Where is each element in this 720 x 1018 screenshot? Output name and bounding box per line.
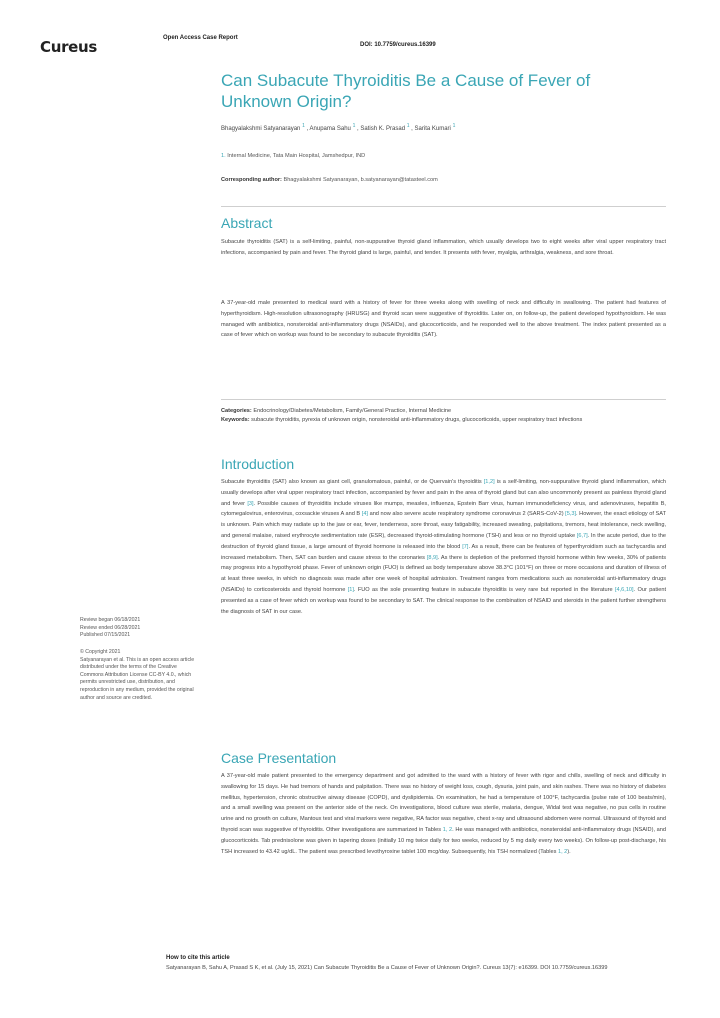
table-link[interactable]: 1, 2 bbox=[557, 848, 568, 855]
case-paragraph: A 37-year-old male patient presented to the emergency department and got admitted to the ward with a history of fever with rigor and chills, swelling of neck and difficulty in swallowing for 15 days. He had tremors of hands and palpitation. There was no history of weight loss, cough, dysuria, joint pain, and skin rashes. There was no history of diabetes mellitus, hypertension, chronic obstructive airway disease (COPD), and dyslipidemia. On examination, he had a temperature of 100°F, tachycardia (pulse rate of 100 beats/min), and a small swelling was present on the anterior side of the neck. On investigations, blood culture was sterile, malaria, dengue, Widal test was negative, no pus cells in routine urine and no growth on culture, Mantoux test and viral markers were negative, RA factor was negative, chest x-ray and ultrasound abdomen were normal. Ultrasound of thyroid and thyroid scan was suggestive of thyroiditis. Other investigations are summarized in Tables 1, 2. He was managed with antibiotics, nonsteroidal anti-inflammatory drugs (NSAID), and glucocorticoids. Tab prednisolone was given in tapering doses (initially 10 mg twice daily for two weeks, reduced by 5 mg daily every two weeks). On follow-up post-discharge, his TSH increased to 43.42 ug/dL. The patient was prescribed levothyroxine tablet 100 mcg/day. Subsequently, his TSH normalized (Tables 1, 2). bbox=[221, 773, 666, 855]
reference-link[interactable]: [4] bbox=[361, 511, 368, 518]
keywords: Keywords: subacute thyroiditis, pyrexia of unknown origin, nonsteroidal anti-inflammatory drugs, glucocorticoids, upper respiratory tract infections bbox=[221, 417, 583, 423]
reference-link[interactable]: [1,2] bbox=[483, 479, 495, 485]
abstract-heading: Abstract bbox=[221, 215, 273, 231]
article-title: Can Subacute Thyroiditis Be a Cause of Fever of Unknown Origin? bbox=[221, 71, 591, 111]
article-type: Open Access Case Report bbox=[163, 35, 238, 41]
case-presentation-heading: Case Presentation bbox=[221, 750, 337, 766]
reference-link[interactable]: [5,3] bbox=[565, 511, 577, 518]
introduction-heading: Introduction bbox=[221, 456, 295, 472]
reference-link[interactable]: [8,9] bbox=[426, 554, 438, 561]
citation-text: Satyanarayan B, Sahu A, Prasad S K, et al. (July 15, 2021) Can Subacute Thyroiditis Be a Cause of Fever of Unknown Origin?. Cureus 13(7): e16399. DOI 10.7759/cureus.16399 bbox=[166, 965, 608, 971]
citation-heading: How to cite this article bbox=[166, 955, 230, 961]
divider bbox=[221, 399, 666, 400]
reference-link[interactable]: [3] bbox=[247, 500, 254, 507]
author-name[interactable]: Satish K. Prasad bbox=[360, 126, 406, 132]
copyright-notice: © Copyright 2021 Satyanarayan et al. This is an open access article distributed under the terms of the Creative Commons Attribution License CC-BY 4.0., which permits unrestricted use, distribution, and reproduction in any medium, provided the original author and source are credited. bbox=[80, 649, 195, 701]
author-list: Bhagyalakshmi Satyanarayan $^1$ , Anupama Sahu $^1$ , Satish K. Prasad $^1$ , Sarita Kumari $^1$ bbox=[221, 123, 456, 132]
doi-label: DOI: 10.7759/cureus.16399 bbox=[360, 42, 436, 48]
cureus-logo: Cureus bbox=[40, 38, 98, 56]
corresponding-author: Corresponding author: Bhagyalakshmi Satyanarayan, b.satyanarayan@tatasteel.com bbox=[221, 177, 438, 183]
author-name[interactable]: Anupama Sahu bbox=[309, 126, 351, 132]
author-name[interactable]: Sarita Kumari bbox=[414, 126, 451, 132]
reference-link[interactable]: [1] bbox=[347, 586, 354, 593]
introduction-paragraph: Subacute thyroiditis (SAT) also known as giant cell, granulomatous, painful, or de Quervain's thyroiditis [1,2] is a self-limiting, non-suppurative thyroid gland inflammation, which usually develops after viral upper respiratory tract infection, accompanied by fever and pain in the area of thyroid gland but can also uncommonly present as painless thyroid gland and fever [3]. Possible causes of thyroiditis include viruses like mumps, measles, influenza, Epstein Barr virus, human immunodeficiency virus, and adenoviruses, hepatitis B, cytomegalovirus, enterovirus, coxsackie viruses A and B [4] and now also severe acute respiratory syndrome coronavirus 2 (SARS-CoV-2) [5,3]. However, the exact etiology of SAT is unknown. Pain which may radiate up to the jaw or ear, fever, tenderness, sore throat, easy fatigability, increased sweating, palpitations, tremors, heat intolerance, neck swelling, and general malaise, raised erythrocyte sedimentation rate (ESR), decreased thyroid-stimulating hormone (TSH) and less or no thyroid uptake [6,7]. In the acute period, due to the destruction of thyroid gland tissue, a large amount of thyroid hormone is released into the blood [7]. As a result, there can be features of hyperthyroidism such as tachycardia and increased metabolism. Then, SAT can burden and cause stress to the coronaries [8,9]. As there is depletion of the preformed thyroid hormone within few weeks, 30% of patients may progress into a hypothyroid phase. Fever of unknown origin (FUO) is defined as body temperature above 38.3°C (101°F) on three or more occasions and duration of illness of at least three weeks, in which no diagnosis was made after one week of hospital admission. Treatment ranges from medications such as nonsteroidal anti-inflammatory drugs (NSAIDs) to corticosteroids and thyroid hormone [1]. FUO as the sole presenting feature in subacute thyroiditis is very rare but reported in the literature [4,6,10]. Our patient presented as a case of fever which on workup was found to be secondary to SAT. The clinical response to the combination of NSAID and steroids in the patient further strengthens the diagnosis of SAT in our case. bbox=[221, 479, 667, 615]
review-dates: Review began 06/18/2021 Review ended 06/28/2021 Published 07/15/2021 bbox=[80, 617, 141, 639]
reference-link[interactable]: [7] bbox=[462, 543, 469, 550]
affiliation: 1. Internal Medicine, Tata Main Hospital, Jamshedpur, IND bbox=[221, 153, 366, 159]
abstract-paragraph: A 37-year-old male presented to medical ward with a history of fever for three weeks along with swelling of neck and difficulty in swallowing. The patient had features of hyperthyroidism. High-resolution ultrasonography (HRUSG) and thyroid scan were suggestive of thyroiditis. Later on, on follow-up, the patient developed hypothyroidism. He was managed with antibiotics, nonsteroidal anti-inflammatory drugs (NSAIDs), and glucocorticoids, and he responded well to the above treatment. The index patient presented as a case of fever which on workup was found to be secondary to subacute thyroiditis (SAT). bbox=[221, 300, 666, 339]
divider bbox=[221, 206, 666, 207]
corresponding-email[interactable]: Bhagyalakshmi Satyanarayan, b.satyanarayan@tatasteel.com bbox=[283, 177, 438, 183]
categories: Categories: Endocrinology/Diabetes/Metabolism, Family/General Practice, Internal Medicine bbox=[221, 408, 452, 414]
reference-link[interactable]: [6,7] bbox=[576, 532, 588, 539]
reference-link[interactable]: [4,6,10] bbox=[614, 586, 634, 593]
author-name[interactable]: Bhagyalakshmi Satyanarayan bbox=[221, 126, 301, 132]
table-link[interactable]: 1, 2 bbox=[442, 826, 453, 833]
abstract-paragraph: Subacute thyroiditis (SAT) is a self-limiting, painful, non-suppurative thyroid gland inflammation, which usually develops two to eight weeks after viral upper respiratory tract infections, accompanied by pain and fever. The thyroid gland is large, painful, and tender. It presents with fever, myalgia, arthralgia, weakness, and sore throat. bbox=[221, 239, 666, 256]
